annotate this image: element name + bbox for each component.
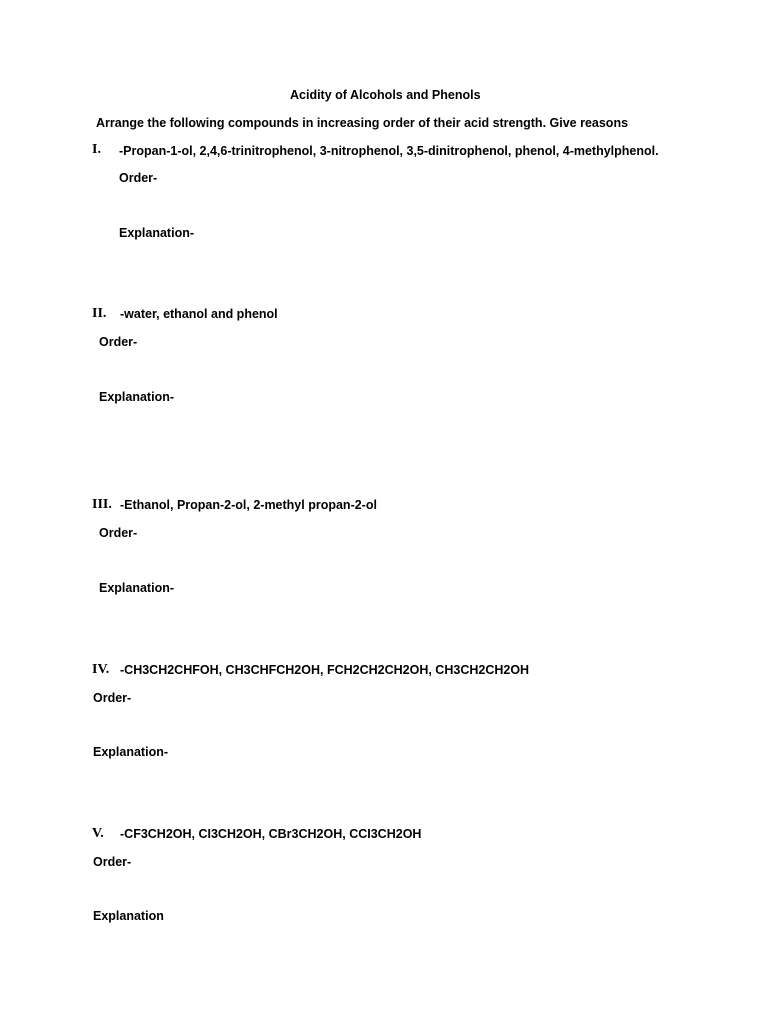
question-compounds: -CF3CH2OH, CI3CH2OH, CBr3CH2OH, CCI3CH2OH: [120, 827, 422, 841]
explanation-label: Explanation: [93, 909, 164, 923]
order-label: Order-: [93, 855, 132, 869]
question-compounds: -water, ethanol and phenol: [120, 307, 278, 321]
document-title: Acidity of Alcohols and Phenols: [290, 88, 481, 102]
explanation-label: Explanation-: [99, 390, 175, 404]
instruction-text: Arrange the following compounds in increasing order of their acid strength. Give reasons: [96, 116, 629, 130]
question-numeral: III.: [92, 497, 112, 512]
explanation-label: Explanation-: [99, 581, 175, 595]
question-numeral: V.: [92, 826, 104, 841]
question-compounds: -CH3CH2CHFOH, CH3CHFCH2OH, FCH2CH2CH2OH, CH3CH2CH2OH: [120, 663, 530, 677]
explanation-label: Explanation-: [119, 226, 195, 240]
explanation-label: Explanation-: [93, 745, 169, 759]
order-label: Order-: [119, 171, 158, 185]
question-numeral: IV.: [92, 662, 110, 677]
order-label: Order-: [99, 526, 138, 540]
order-label: Order-: [93, 691, 132, 705]
question-compounds: -Ethanol, Propan-2-ol, 2-methyl propan-2-ol: [120, 498, 377, 512]
question-numeral: I.: [92, 142, 101, 157]
order-label: Order-: [99, 335, 138, 349]
question-numeral: II.: [92, 306, 107, 321]
question-compounds: -Propan-1-ol, 2,4,6-trinitrophenol, 3-nitrophenol, 3,5-dinitrophenol, phenol, 4-methylphenol.: [119, 144, 659, 158]
